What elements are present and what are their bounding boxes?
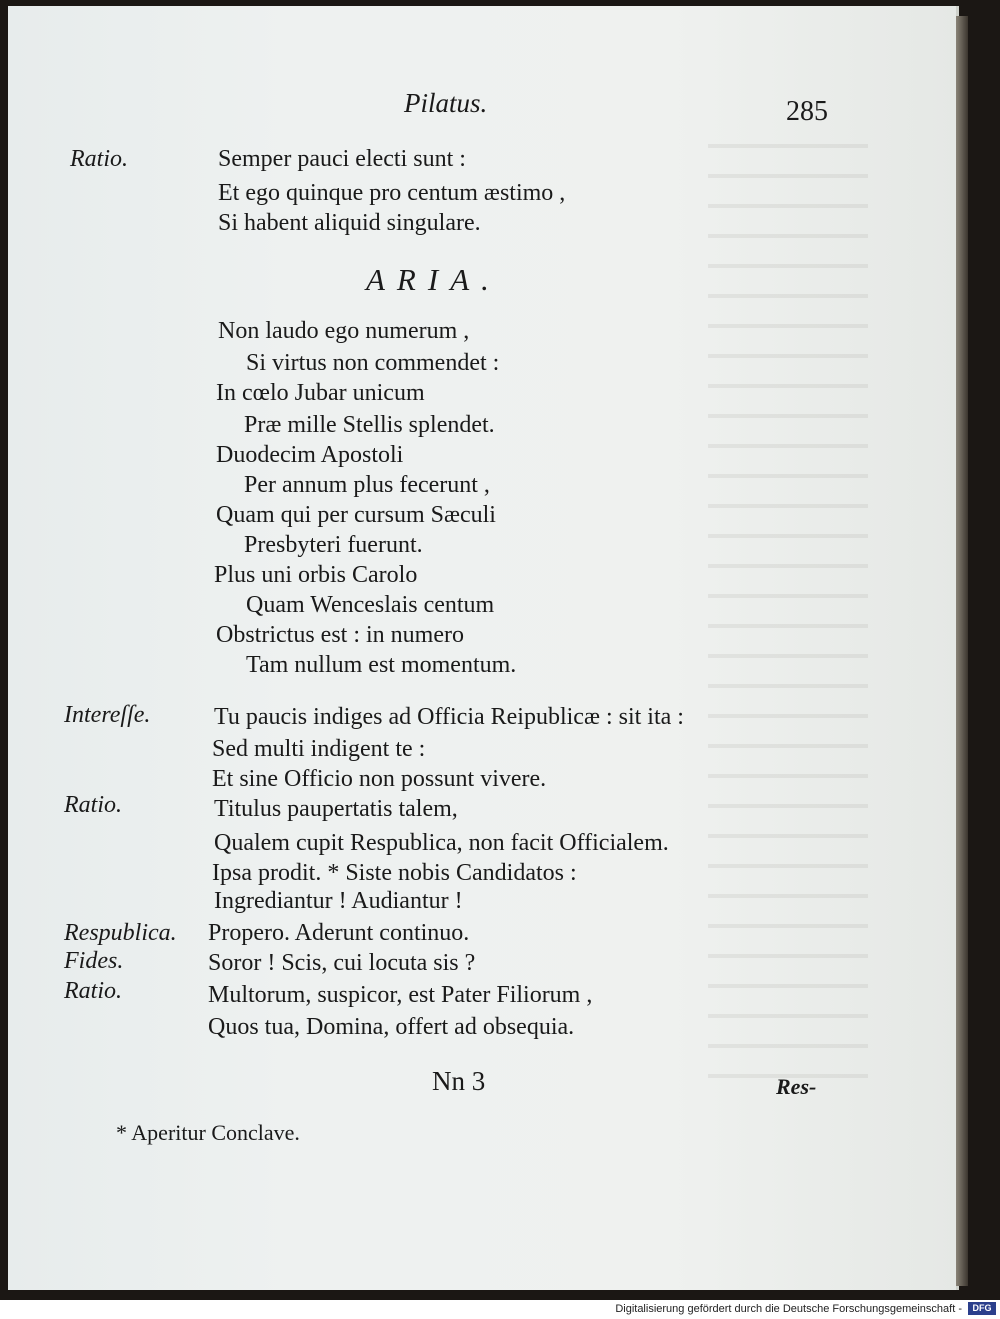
aria-line: Presbyteri fuerunt. (244, 532, 423, 558)
aria-line: Quam Wenceslais centum (246, 592, 495, 618)
aria-line: Præ mille Stellis splendet. (244, 412, 495, 438)
footnote: * Aperitur Conclave. (116, 1120, 300, 1145)
page-number: 285 (786, 96, 828, 127)
speaker-ratio: Ratio. (64, 978, 122, 1004)
aria-line: Tam nullum est momentum. (246, 652, 517, 678)
aria-line: Per annum plus fecerunt , (244, 472, 490, 498)
running-head: Pilatus. (404, 88, 488, 118)
signature-mark: Nn 3 (432, 1066, 486, 1096)
aria-line: Si virtus non commendet : (246, 350, 500, 376)
speaker-fides: Fides. (64, 948, 124, 974)
verse-line: Multorum, suspicor, est Pater Filiorum , (208, 982, 593, 1008)
verse-line: Propero. Aderunt continuo. (208, 920, 470, 946)
aria-line: Obstrictus est : in numero (216, 622, 464, 648)
speaker-respublica: Respublica. (64, 920, 177, 946)
aria-line: Non laudo ego numerum , (218, 318, 470, 344)
catchword: Res- (776, 1074, 817, 1099)
verse-line: Ingrediantur ! Audiantur ! (214, 888, 463, 914)
aria-line: In cœlo Jubar unicum (216, 380, 425, 406)
verse-line: Si habent aliquid singulare. (218, 210, 481, 236)
speaker-interesse: Intereſſe. (64, 702, 151, 728)
verse-line: Quos tua, Domina, offert ad obsequia. (208, 1014, 575, 1040)
aria-line: Duodecim Apostoli (216, 442, 404, 468)
aria-line: Quam qui per cursum Sæculi (216, 502, 496, 528)
verse-line: Ipsa prodit. * Siste nobis Candidatos : (212, 860, 577, 886)
footer-credit: Digitalisierung gefördert durch die Deutsche Forschungsgemeinschaft - (615, 1303, 962, 1315)
verse-line: Et ego quinque pro centum æstimo , (218, 180, 566, 206)
dfg-logo-icon: DFG (968, 1302, 996, 1315)
show-through-text (708, 126, 868, 1086)
verse-line: Titulus paupertatis talem, (214, 796, 458, 822)
verse-line: Qualem cupit Respublica, non facit Officialem. (214, 830, 669, 856)
verse-line: Soror ! Scis, cui locuta sis ? (208, 950, 476, 976)
speaker-ratio: Ratio. (70, 146, 128, 172)
verse-line: Sed multi indigent te : (212, 736, 426, 762)
speaker-ratio: Ratio. (64, 792, 122, 818)
aria-line: Plus uni orbis Carolo (214, 562, 418, 588)
aria-heading: ARIA. (366, 262, 501, 297)
verse-line: Tu paucis indiges ad Officia Reipublicæ : sit ita : (214, 704, 684, 730)
verse-line: Semper pauci electi sunt : (218, 146, 466, 172)
verse-line: Et sine Officio non possunt vivere. (212, 766, 547, 792)
page-edge (956, 16, 968, 1286)
